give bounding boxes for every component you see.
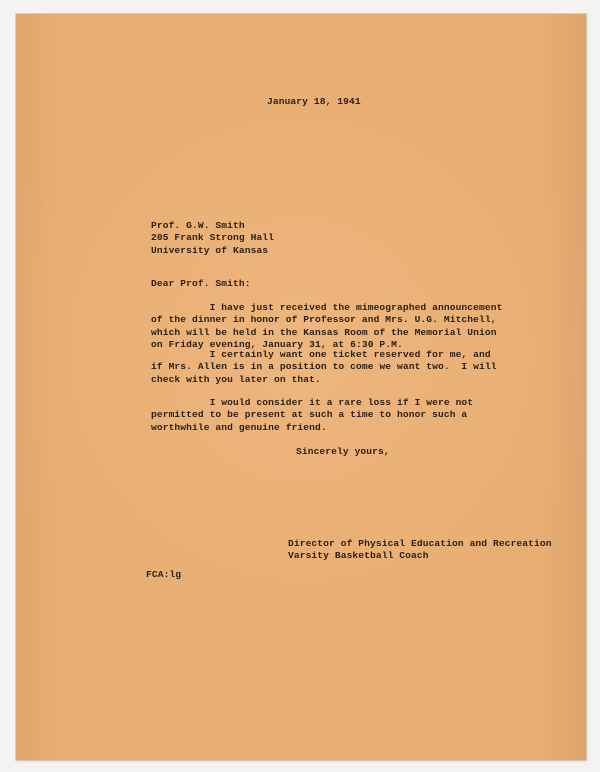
- recipient-address-block: [151, 220, 274, 257]
- reference-initials: FCA:lg: [146, 569, 182, 580]
- body-paragraph-2: I certainly want one ticket reserved for me, and if Mrs. Allen is in a position to come we want two. I will check with you later on that.: [151, 349, 497, 385]
- body-paragraph-1: I have just received the mimeographed announcement of the dinner in honor of Professor and Mrs. U.G. Mitchell, which will be held in the Kansas Room of the Memorial Union on Friday evening, January 31, at 6:30 P.M.: [151, 302, 503, 351]
- closing: Sincerely yours,: [296, 446, 390, 457]
- salutation: Dear Prof. Smith:: [151, 278, 251, 289]
- signature-title: Director of Physical Education and Recreation: [288, 538, 552, 549]
- recipient-address-line: 205 Frank Strong Hall: [151, 232, 275, 244]
- body-paragraph-3: I would consider it a rare loss if I were not permitted to be present at such a time to honor such a worthwhile and genuine friend.: [151, 397, 474, 433]
- signature-subtitle: Varsity Basketball Coach: [288, 550, 429, 562]
- letter-page: [16, 14, 586, 760]
- recipient-institution: University of Kansas: [151, 244, 269, 256]
- signature-block: [288, 538, 552, 563]
- recipient-name: Prof. G.W. Smith: [151, 220, 245, 231]
- letter-date: January 18, 1941: [267, 96, 361, 107]
